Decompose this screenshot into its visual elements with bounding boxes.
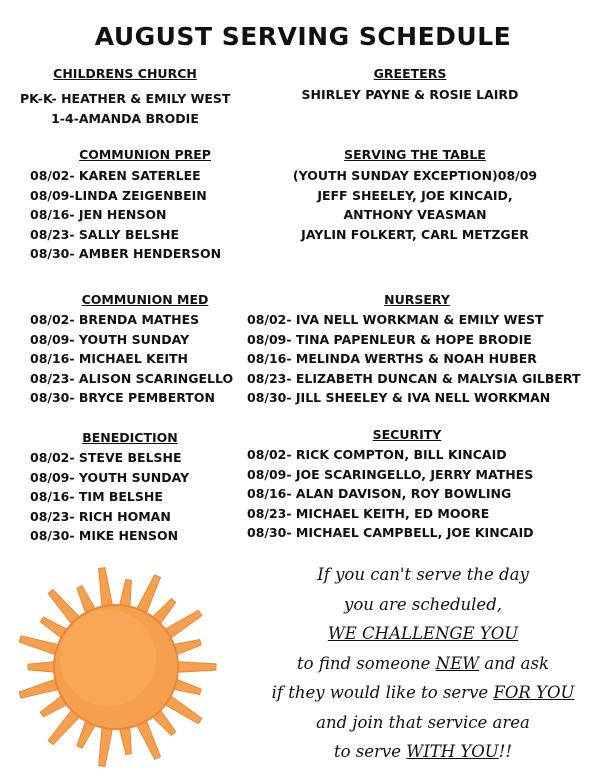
serving-table-line: JAYLIN FOLKERT, CARL METZGER	[301, 226, 529, 242]
communion-prep-section	[30, 147, 260, 264]
nursery-line: 08/02- IVA NELL WORKMAN & EMILY WEST	[247, 312, 544, 327]
message-line	[240, 649, 606, 679]
childrens-church-heading: CHILDRENS CHURCH	[53, 66, 197, 81]
message-line	[240, 678, 606, 708]
communion-prep-line: 08/16- JEN HENSON	[30, 207, 167, 222]
message-line: you are scheduled,	[344, 594, 502, 614]
communion-med-heading: COMMUNION MED	[81, 292, 209, 307]
security-line: 08/09- JOE SCARINGELLO, JERRY MATHES	[247, 466, 534, 482]
benediction-heading: BENEDICTION	[82, 430, 178, 445]
greeters-heading: GREETERS	[373, 66, 447, 81]
security-heading: SECURITY	[372, 427, 442, 442]
benediction-line: 08/23- RICH HOMAN	[30, 508, 171, 524]
communion-med-line: 08/16- MICHAEL KEITH	[30, 351, 189, 366]
childrens-church-section	[20, 66, 230, 128]
nursery-line: 08/30- JILL SHEELEY & IVA NELL WORKMAN	[247, 390, 551, 405]
communion-med-line: 08/30- BRYCE PEMBERTON	[30, 390, 215, 405]
greeters-section	[300, 66, 520, 105]
nursery-line: 08/09- TINA PAPENLEUR & HOPE BRODIE	[247, 331, 532, 347]
greeters-line: SHIRLEY PAYNE & ROSIE LAIRD	[301, 87, 519, 102]
serving-table-line: JEFF SHEELEY, JOE KINCAID,	[317, 187, 513, 203]
communion-med-section	[30, 292, 260, 408]
message-text: if they would like to serve	[271, 683, 494, 702]
benediction-line: 08/09- YOUTH SUNDAY	[30, 469, 190, 485]
security-line: 08/16- ALAN DAVISON, ROY BOWLING	[247, 486, 512, 501]
message-line	[240, 737, 606, 767]
childrens-church-line: 1-4-AMANDA BRODIE	[51, 110, 199, 126]
communion-med-line: 08/23- ALISON SCARINGELLO	[30, 370, 234, 386]
security-line: 08/30- MICHAEL CAMPBELL, JOE KINCAID	[247, 525, 534, 540]
benediction-line: 08/30- MIKE HENSON	[30, 528, 179, 543]
communion-prep-line: 08/09-LINDA ZEIGENBEIN	[30, 187, 207, 203]
communion-prep-line: 08/23- SALLY BELSHE	[30, 226, 179, 242]
serving-table-section	[290, 147, 540, 244]
sun-ray	[28, 662, 56, 673]
benediction-line: 08/02- STEVE BELSHE	[30, 450, 182, 465]
nursery-heading: NURSERY	[384, 292, 450, 307]
serving-table-line: (YOUTH SUNDAY EXCEPTION)08/09	[292, 168, 538, 183]
serving-table-heading: SERVING THE TABLE	[344, 147, 486, 162]
challenge-message	[240, 560, 606, 767]
sun-icon	[8, 560, 223, 779]
security-line: 08/23- MICHAEL KEITH, ED MOORE	[247, 505, 490, 521]
sun-ray	[99, 725, 113, 766]
message-line: If you can't serve the day	[317, 565, 529, 584]
page-title: AUGUST SERVING SCHEDULE	[94, 22, 512, 51]
sun-ray	[99, 568, 113, 609]
security-line: 08/02- RICK COMPTON, BILL KINCAID	[247, 447, 507, 462]
message-emphasis: WITH YOU	[406, 742, 499, 761]
serving-table-line: ANTHONY VEASMAN	[343, 207, 487, 222]
message-text: !!	[498, 742, 512, 761]
message-text: to serve	[334, 742, 407, 761]
sun-ray	[19, 636, 60, 656]
communion-prep-line: 08/30- AMBER HENDERSON	[30, 246, 222, 261]
benediction-line: 08/16- TIM BELSHE	[30, 489, 163, 504]
benediction-section	[30, 430, 230, 546]
communion-med-line: 08/09- YOUTH SUNDAY	[30, 331, 190, 347]
message-emphasis: NEW	[435, 653, 480, 673]
sun-ray	[176, 662, 216, 673]
communion-med-line: 08/02- BRENDA MATHES	[30, 312, 200, 327]
nursery-line: 08/23- ELIZABETH DUNCAN & MALYSIA GILBERT	[247, 370, 581, 386]
message-text: and ask	[479, 653, 549, 673]
message-line-emphasis: WE CHALLENGE YOU	[327, 624, 519, 643]
nursery-line: 08/16- MELINDA WERTHS & NOAH HUBER	[247, 351, 537, 366]
message-text: to find someone	[297, 653, 436, 673]
nursery-section	[247, 292, 587, 408]
message-emphasis: FOR YOU	[493, 683, 575, 702]
communion-prep-line: 08/02- KAREN SATERLEE	[30, 168, 201, 183]
communion-prep-heading: COMMUNION PREP	[79, 147, 211, 162]
message-line: and join that service area	[316, 712, 530, 732]
security-section	[247, 427, 567, 543]
sun-ray	[19, 679, 60, 699]
childrens-church-line: PK-K- HEATHER & EMILY WEST	[20, 91, 231, 106]
